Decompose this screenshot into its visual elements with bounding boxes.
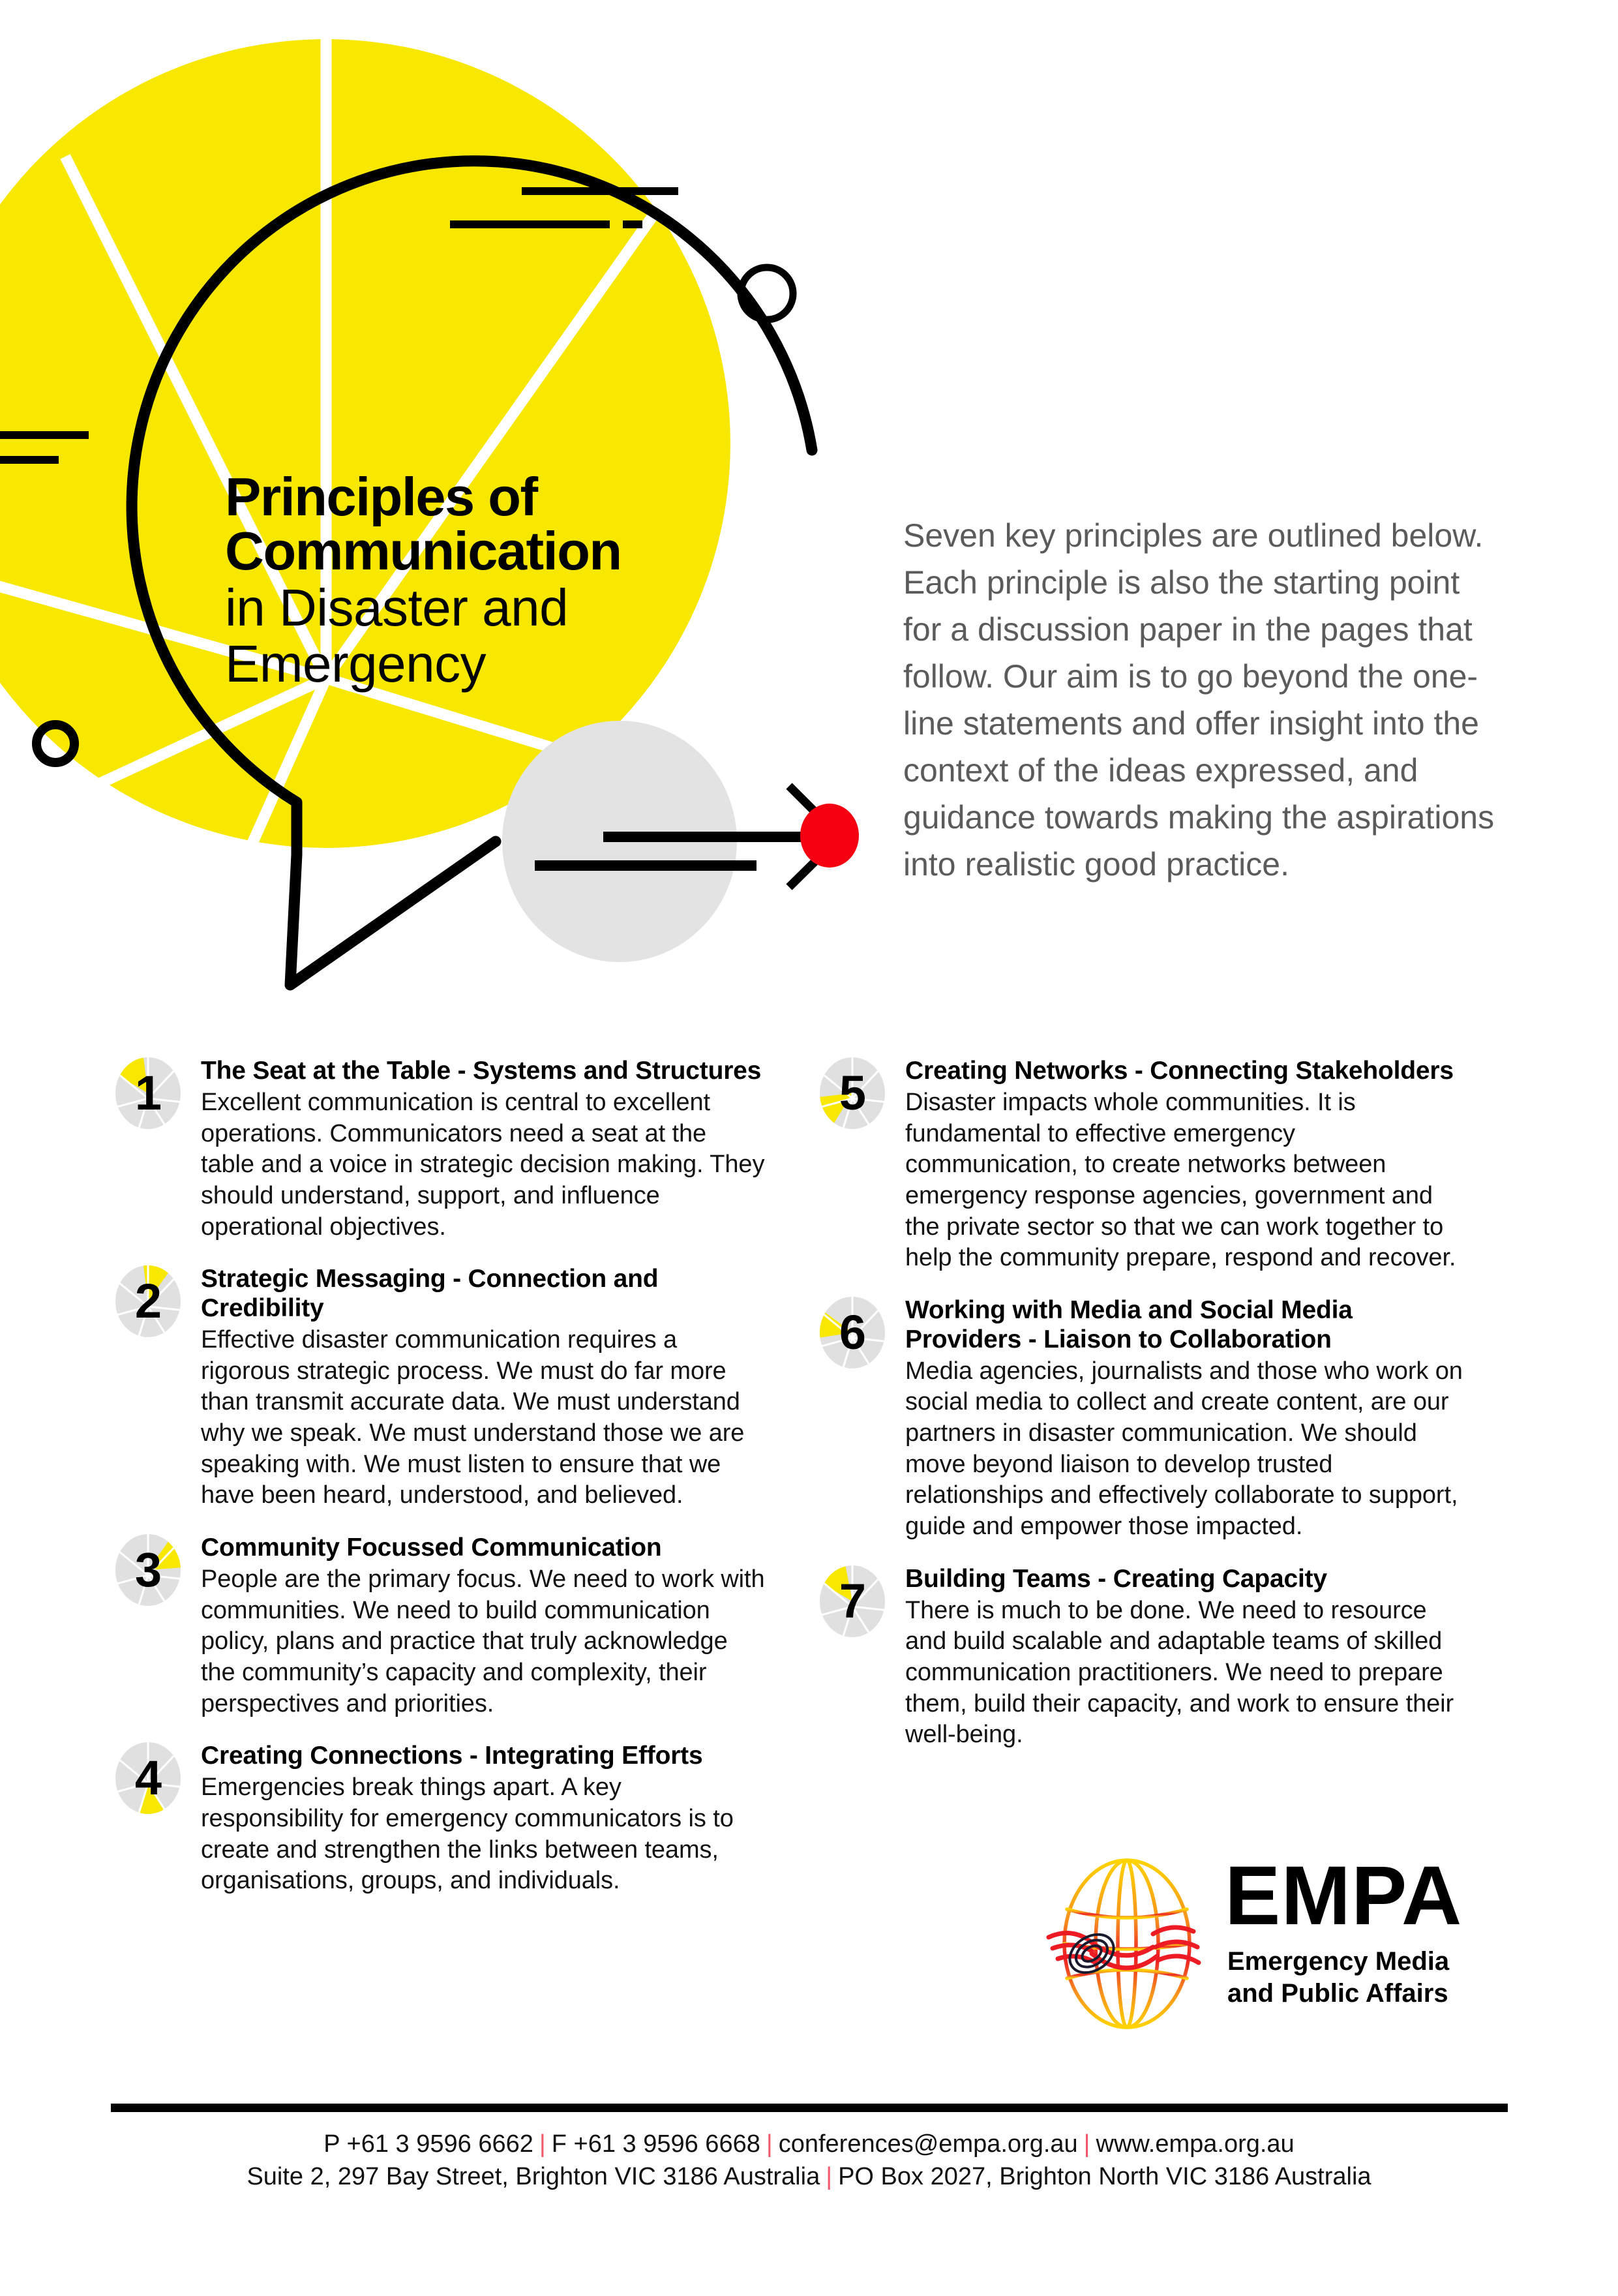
principle-number: 6	[839, 1305, 866, 1359]
principle-title: Community Focussed Communication	[201, 1533, 662, 1562]
page-title-bold-line1: Principles of	[225, 466, 537, 527]
principle-title: Creating Networks - Connecting Stakeholders	[905, 1057, 1454, 1085]
footer-item: PO Box 2027, Brighton North VIC 3186 Australia	[838, 2163, 1371, 2191]
page-title	[225, 466, 760, 693]
principle-item	[114, 1057, 766, 1243]
principle-number-badge	[114, 1057, 182, 1130]
footer-contact	[0, 2128, 1618, 2193]
principle-item	[818, 1057, 1471, 1274]
page-title-light-line2: Emergency	[225, 635, 487, 693]
logo-subtitle-line1: Emergency Media	[1227, 1947, 1450, 1976]
principle-number-badge	[818, 1057, 886, 1130]
footer-divider	[111, 2104, 1508, 2112]
principle-number-badge	[114, 1742, 182, 1815]
footer-item: Suite 2, 297 Bay Street, Brighton VIC 3186 Australia	[247, 2163, 820, 2191]
footer-item: F +61 3 9596 6668	[551, 2130, 760, 2158]
page-title-bold-line2: Communication	[225, 521, 622, 581]
principle-number: 1	[134, 1066, 162, 1120]
footer-separator: |	[539, 2130, 546, 2158]
principle-title: The Seat at the Table - Systems and Structures	[201, 1057, 762, 1085]
principles-column-left	[114, 1057, 766, 1919]
principles-column-right	[818, 1057, 1471, 1773]
footer-separator: |	[766, 2130, 773, 2158]
logo-subtitle	[1227, 1946, 1449, 2010]
principle-number-badge	[818, 1296, 886, 1369]
principle-number: 2	[134, 1274, 162, 1329]
principle-body: Disaster impacts whole communities. It is fundamental to effective emergency communication, to create networks between emergency response agencies, government and the private sector so that we can work together to help the community prepare, respond and recover.	[905, 1088, 1456, 1272]
principle-number-badge	[114, 1533, 182, 1607]
footer-item: conferences@empa.org.au	[778, 2130, 1078, 2158]
principle-title: Building Teams - Creating Capacity	[905, 1564, 1327, 1593]
footer-line-2	[0, 2160, 1618, 2193]
logo-wordmark: EMPA	[1225, 1849, 1463, 1942]
principle-body: There is much to be done. We need to resource and build scalable and adaptable teams of skilled communication practitioners. We need to prepare them, build their capacity, and work to ensure their well-being.	[905, 1596, 1454, 1749]
footer-separator: |	[1083, 2130, 1090, 2158]
principle-number: 4	[134, 1751, 162, 1805]
hero-graphic	[0, 0, 1618, 1018]
principle-body: People are the primary focus. We need to work with communities. We need to build communication policy, plans and practice that truly acknowledge the community’s capacity and complexity, their perspectives and priorities.	[201, 1565, 765, 1717]
red-dot-decoration	[800, 804, 859, 868]
principle-item	[114, 1265, 766, 1511]
principle-title: Strategic Messaging - Connection and Credibility	[201, 1265, 659, 1323]
logo-subtitle-line2: and Public Affairs	[1227, 1978, 1448, 2008]
globe-icon	[1043, 1849, 1213, 2038]
principle-number-badge	[818, 1565, 886, 1638]
principle-number-badge	[114, 1265, 182, 1338]
principle-number: 5	[839, 1066, 866, 1120]
principle-body: Excellent communication is central to excellent operations. Communicators need a seat at the table and a voice in strategic decision making. They should understand, support, and influence operational objectives.	[201, 1088, 765, 1241]
principle-item	[114, 1533, 766, 1719]
footer-line-1	[0, 2128, 1618, 2160]
principle-body: Effective disaster communication requires a rigorous strategic process. We must do far more than transmit accurate data. We must understand why we speak. We must understand those we are speaking with. We must listen to ensure that we have been heard, understood, and believed.	[201, 1325, 745, 1509]
footer-item: www.empa.org.au	[1096, 2130, 1295, 2158]
principle-title: Working with Media and Social Media Providers - Liaison to Collaboration	[905, 1295, 1353, 1353]
empa-logo	[1043, 1849, 1500, 2045]
principle-item	[818, 1565, 1471, 1751]
principle-item	[818, 1296, 1471, 1543]
principle-item	[114, 1742, 766, 1897]
principle-body: Emergencies break things apart. A key responsibility for emergency communicators is to create and strengthen the links between teams, organisations, groups, and individuals.	[201, 1774, 734, 1895]
page-title-light-line1: in Disaster and	[225, 579, 569, 637]
principle-number: 3	[134, 1543, 162, 1597]
principle-body: Media agencies, journalists and those who work on social media to collect and create content, are our partners in disaster communication. We should move beyond liaison to develop trusted relationships and effectively collaborate to support, guide and empower those impacted.	[905, 1357, 1463, 1541]
footer-separator: |	[826, 2163, 833, 2191]
footer-item: P +61 3 9596 6662	[323, 2130, 533, 2158]
intro-paragraph: Seven key principles are outlined below. Each principle is also the starting point for a discussion paper in the pages that follow. Our aim is to go beyond the one-line statements and offer insight into the context of the ideas expressed, and guidance towards making the aspirations into realistic good practice.	[903, 517, 1495, 883]
principle-number: 7	[839, 1573, 866, 1628]
principle-title: Creating Connections - Integrating Efforts	[201, 1742, 703, 1770]
